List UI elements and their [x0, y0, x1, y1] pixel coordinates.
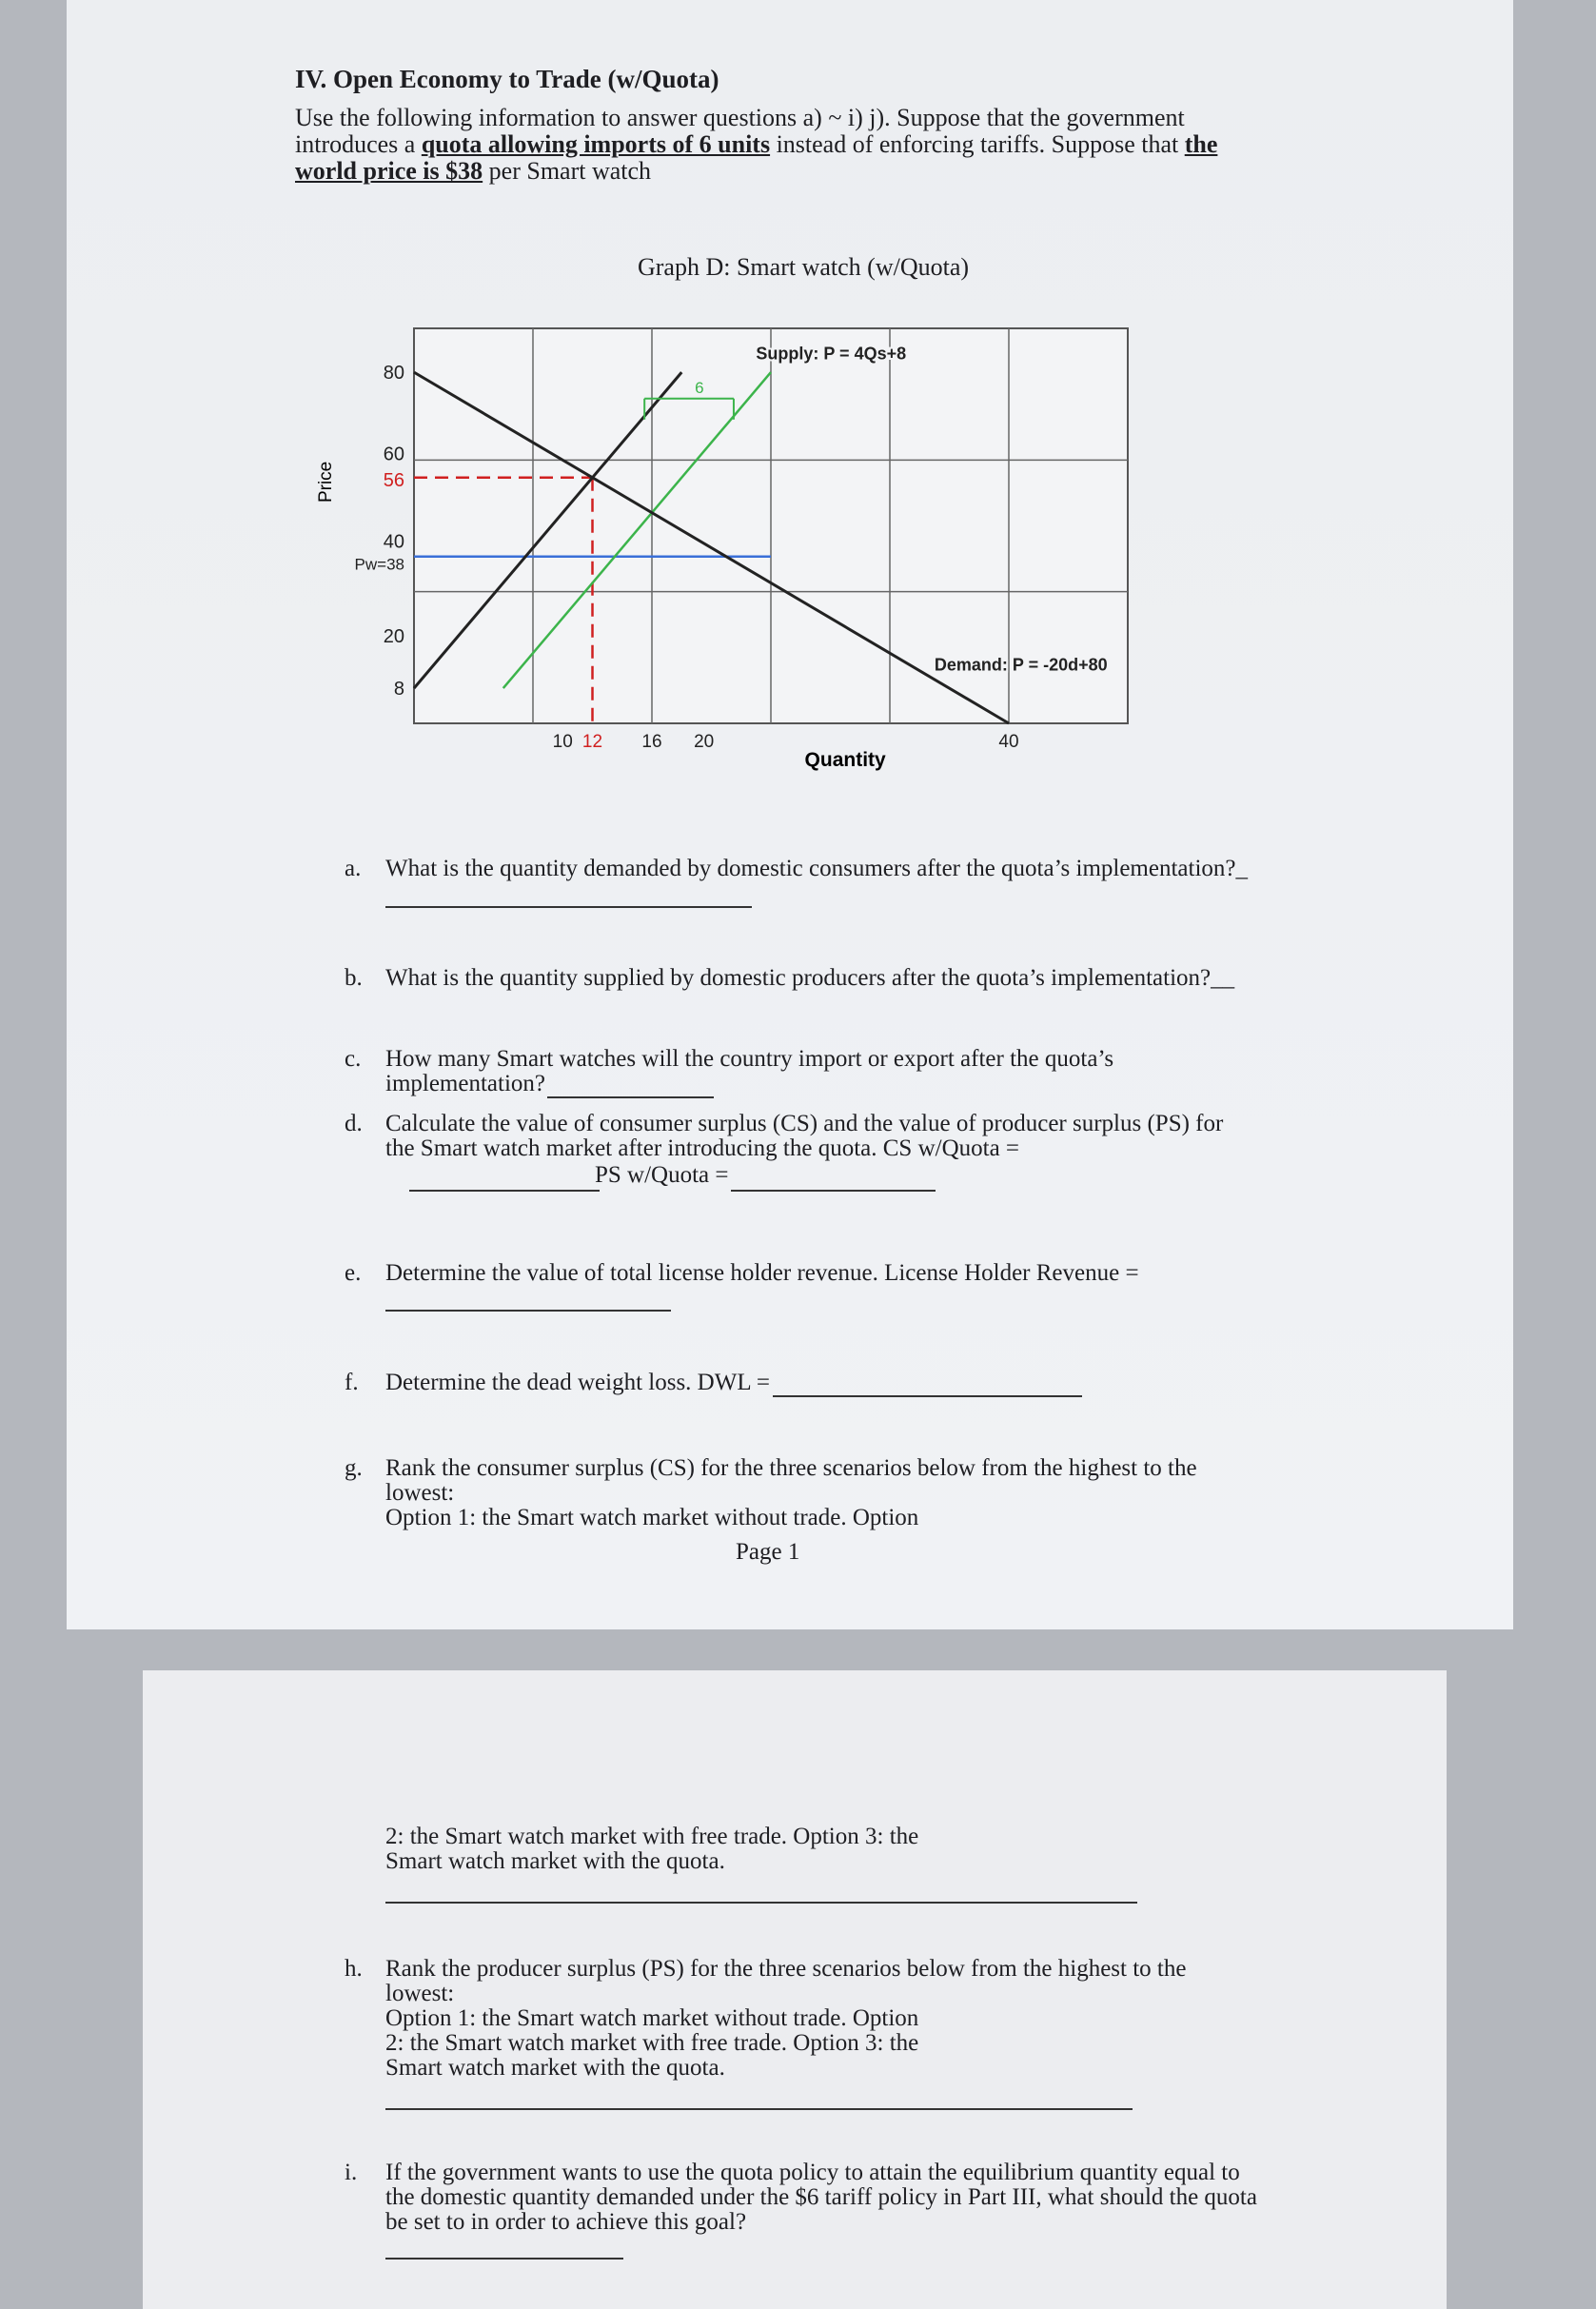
question-g-cont-line-1: 2: the Smart watch market with free trade. Option 3: the — [385, 1824, 919, 1849]
world-price-value: world price is $38 — [295, 157, 483, 185]
question-g-label: g. — [345, 1455, 363, 1481]
answer-blank-f[interactable] — [773, 1395, 1082, 1397]
question-h-line-4: 2: the Smart watch market with free trade. Option 3: the — [385, 2030, 919, 2056]
quota-marker-label: 6 — [695, 378, 704, 397]
question-a-text: What is the quantity demanded by domestic consumers after the quota’s implementation?_ — [385, 856, 1249, 881]
quota-highlight: quota allowing imports of 6 units — [421, 130, 771, 158]
y-tick-label: 8 — [393, 679, 404, 701]
question-d-line-2: the Smart watch market after introducing the quota. CS w/Quota = — [385, 1135, 1020, 1161]
answer-blank-g[interactable] — [385, 1902, 1137, 1904]
question-i-line-2: the domestic quantity demanded under the $6 tariff policy in Part III, what should the quota — [385, 2184, 1257, 2210]
demand-label: Demand: P = -20d+80 — [934, 655, 1108, 675]
question-g-cont-line-2: Smart watch market with the quota. — [385, 1848, 725, 1874]
y-tick-label: Pw=38 — [354, 555, 404, 574]
question-d-line-1: Calculate the value of consumer surplus (CS) and the value of producer surplus (PS) for — [385, 1111, 1224, 1136]
question-f-label: f. — [345, 1370, 359, 1395]
world-price-highlight: the — [1184, 130, 1218, 158]
question-i-line-1: If the government wants to use the quota policy to attain the equilibrium quantity equal to — [385, 2160, 1240, 2185]
x-tick-label: 40 — [998, 732, 1019, 752]
graph-caption: Graph D: Smart watch (w/Quota) — [638, 253, 970, 281]
intro-line-2 — [295, 131, 1217, 157]
y-tick-label: 56 — [383, 470, 404, 492]
worksheet-page-1 — [67, 0, 1513, 1629]
question-h-line-5: Smart watch market with the quota. — [385, 2055, 725, 2081]
question-b-label: b. — [345, 965, 363, 991]
question-c-line-1: How many Smart watches will the country import or export after the quota’s — [385, 1046, 1114, 1072]
answer-blank-ps[interactable] — [731, 1190, 936, 1192]
y-tick-label: 40 — [383, 531, 404, 553]
answer-blank-e[interactable] — [385, 1310, 671, 1312]
x-tick-label: 10 — [552, 732, 573, 752]
x-axis-label: Quantity — [804, 749, 886, 771]
x-tick-label: 16 — [641, 732, 662, 752]
supply-label: Supply: P = 4Qs+8 — [756, 344, 907, 364]
question-i-line-3: be set to in order to achieve this goal? — [385, 2209, 747, 2235]
answer-blank-a[interactable] — [385, 906, 752, 908]
question-h-label: h. — [345, 1956, 363, 1982]
question-e-text: Determine the value of total license holder revenue. License Holder Revenue = — [385, 1260, 1139, 1286]
question-f-text: Determine the dead weight loss. DWL = — [385, 1370, 771, 1395]
question-a-label: a. — [345, 856, 362, 881]
question-h-line-2: lowest: — [385, 1981, 455, 2006]
x-tick-label: 12 — [581, 732, 603, 752]
intro-text: per Smart watch — [483, 157, 652, 185]
worksheet-page-2 — [143, 1670, 1447, 2309]
question-e-label: e. — [345, 1260, 362, 1286]
question-b-text: What is the quantity supplied by domestic producers after the quota’s implementation?__ — [385, 965, 1235, 991]
answer-blank-cs[interactable] — [409, 1190, 600, 1192]
answer-blank-i[interactable] — [385, 2258, 623, 2260]
question-g-line-3: Option 1: the Smart watch market without trade. Option — [385, 1505, 919, 1530]
answer-blank-c[interactable] — [547, 1096, 714, 1098]
section-title: IV. Open Economy to Trade (w/Quota) — [295, 65, 719, 93]
intro-line-1: Use the following information to answer questions a) ~ i) j). Suppose that the government — [295, 104, 1185, 131]
question-g-line-2: lowest: — [385, 1480, 455, 1506]
intro-text: instead of enforcing tariffs. Suppose that — [770, 130, 1185, 158]
intro-line-3 — [295, 158, 651, 184]
y-tick-label: 60 — [383, 444, 404, 465]
page-number: Page 1 — [736, 1539, 800, 1565]
x-tick-label: 20 — [694, 732, 715, 752]
y-axis-label: Price — [316, 461, 336, 503]
y-tick-label: 80 — [383, 363, 404, 385]
question-g-line-1: Rank the consumer surplus (CS) for the three scenarios below from the highest to the — [385, 1455, 1197, 1481]
answer-blank-h[interactable] — [385, 2108, 1133, 2110]
question-c-label: c. — [345, 1046, 362, 1072]
question-h-line-3: Option 1: the Smart watch market without trade. Option — [385, 2005, 919, 2031]
graph-d-chart — [305, 314, 1142, 799]
question-i-label: i. — [345, 2160, 358, 2185]
y-tick-label: 20 — [383, 625, 404, 647]
intro-text: introduces a — [295, 130, 422, 158]
question-c-line-2: implementation? — [385, 1071, 546, 1096]
question-h-line-1: Rank the producer surplus (PS) for the three scenarios below from the highest to the — [385, 1956, 1187, 1982]
question-d-line-3: PS w/Quota = — [595, 1162, 729, 1188]
question-d-label: d. — [345, 1111, 363, 1136]
